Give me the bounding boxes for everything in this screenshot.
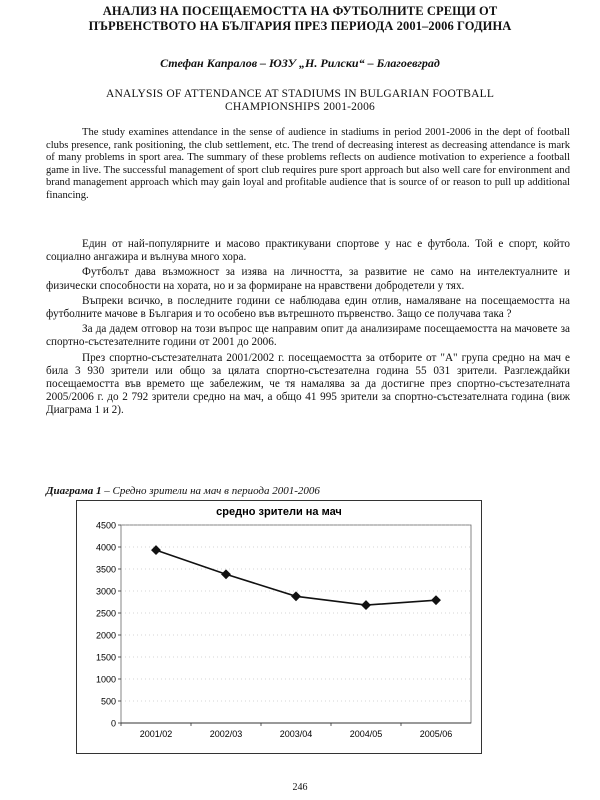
page-number: 246	[292, 782, 308, 793]
y-tick-label: 2000	[95, 630, 116, 641]
data-point	[361, 600, 371, 610]
abstract-paragraph: The study examines attendance in the sense of audience in stadiums in period 2001-2006 in the dept of football clubs presence, rank positioning, the club settlement, etc. The trend of decreasing interest as decreasing attendance is mark of many problems in sport area. The summary of these problems reflects on audience motivation to experience a football game in live. The successful management of sport club requires pure sport approach but also well care for environment and brand management approach which may gain loyal and profitable audience that is source of or reason to pull up additional financing.	[46, 127, 570, 201]
y-tick-label: 2500	[95, 608, 116, 619]
data-point	[221, 569, 231, 579]
line-chart	[77, 501, 481, 753]
body-paragraph-3: Въпреки всичко, в последните години се наблюдава един отлив, намаляване на посещаемостта на футболните мачове в България и то особено във вътрешното първенство. Защо се получава така ?	[46, 294, 570, 321]
article-title	[40, 4, 560, 34]
english-title	[50, 88, 550, 114]
body-text	[46, 238, 570, 420]
y-tick-label: 1500	[95, 652, 116, 663]
body-paragraph-1: Един от най-популярните и масово практикувани спортове у нас е футбола. Той е спорт, който социално ангажира и вълнува много хора.	[46, 238, 570, 264]
figure-caption-text: – Средно зрители на мач в периода 2001-2006	[101, 485, 320, 497]
y-tick-label: 0	[110, 718, 116, 729]
article-title-line-2: ПЪРВЕНСТВОТО НА БЪЛГАРИЯ ПРЕЗ ПЕРИОДА 2001–2006 ГОДИНА	[88, 19, 512, 33]
data-point	[151, 545, 161, 555]
body-paragraph-5: През спортно-състезателната 2001/2002 г. посещаемостта за отборите от "А" група средно на мач е била 3 930 зрители или общо за цялата спортно-състезателна година 55 031 зрители. Разглеждайки посещаемостта във времето ще забележим, че тя намалява за да достигне през спортно-състезателната 2005/2006 г. до 2 792 зрители средно на мач, а общо 41 995 зрители за спортно-състезателната година (виж Диаграма 1 и 2).	[46, 351, 570, 417]
y-tick-label: 4000	[95, 542, 116, 553]
body-paragraph-4: За да дадем отговор на този въпрос ще направим опит да анализираме посещаемостта на мачовете за спортно-състезателните години от 2001 до 2006.	[46, 323, 570, 349]
y-tick-label: 500	[100, 696, 116, 707]
y-tick-label: 3500	[95, 564, 116, 575]
y-tick-label: 3000	[95, 586, 116, 597]
line-chart-frame	[76, 500, 482, 754]
x-tick-label: 2004/05	[349, 729, 383, 739]
author-line: Стефан Капралов – ЮЗУ „Н. Рилски“ – Благоевград	[160, 56, 440, 70]
data-point	[291, 591, 301, 601]
plot-area	[121, 525, 471, 723]
figure-caption	[46, 485, 546, 497]
english-title-line-2: CHAMPIONSHIPS 2001-2006	[225, 101, 375, 113]
english-title-line-1: ANALYSIS OF ATTENDANCE AT STADIUMS IN BULGARIAN FOOTBALL	[105, 88, 495, 100]
x-tick-label: 2005/06	[419, 729, 453, 739]
body-paragraph-2: Футболът дава възможност за изява на личността, за развитие не само на интелектуалните и физически способности на хората, но и за формиране на нравствени добродетели у тях.	[46, 266, 570, 292]
figure-caption-label: Диаграма 1	[46, 485, 102, 497]
y-tick-label: 4500	[95, 520, 116, 531]
data-point	[431, 595, 441, 605]
article-title-line-1: АНАЛИЗ НА ПОСЕЩАЕМОСТТА НА ФУТБОЛНИТЕ СРЕЩИ ОТ	[102, 4, 498, 18]
y-tick-label: 1000	[95, 674, 116, 685]
x-tick-label: 2002/03	[209, 729, 243, 739]
x-tick-label: 2001/02	[139, 729, 173, 739]
chart-title: средно зрители на мач	[216, 506, 342, 518]
x-tick-label: 2003/04	[279, 729, 313, 739]
